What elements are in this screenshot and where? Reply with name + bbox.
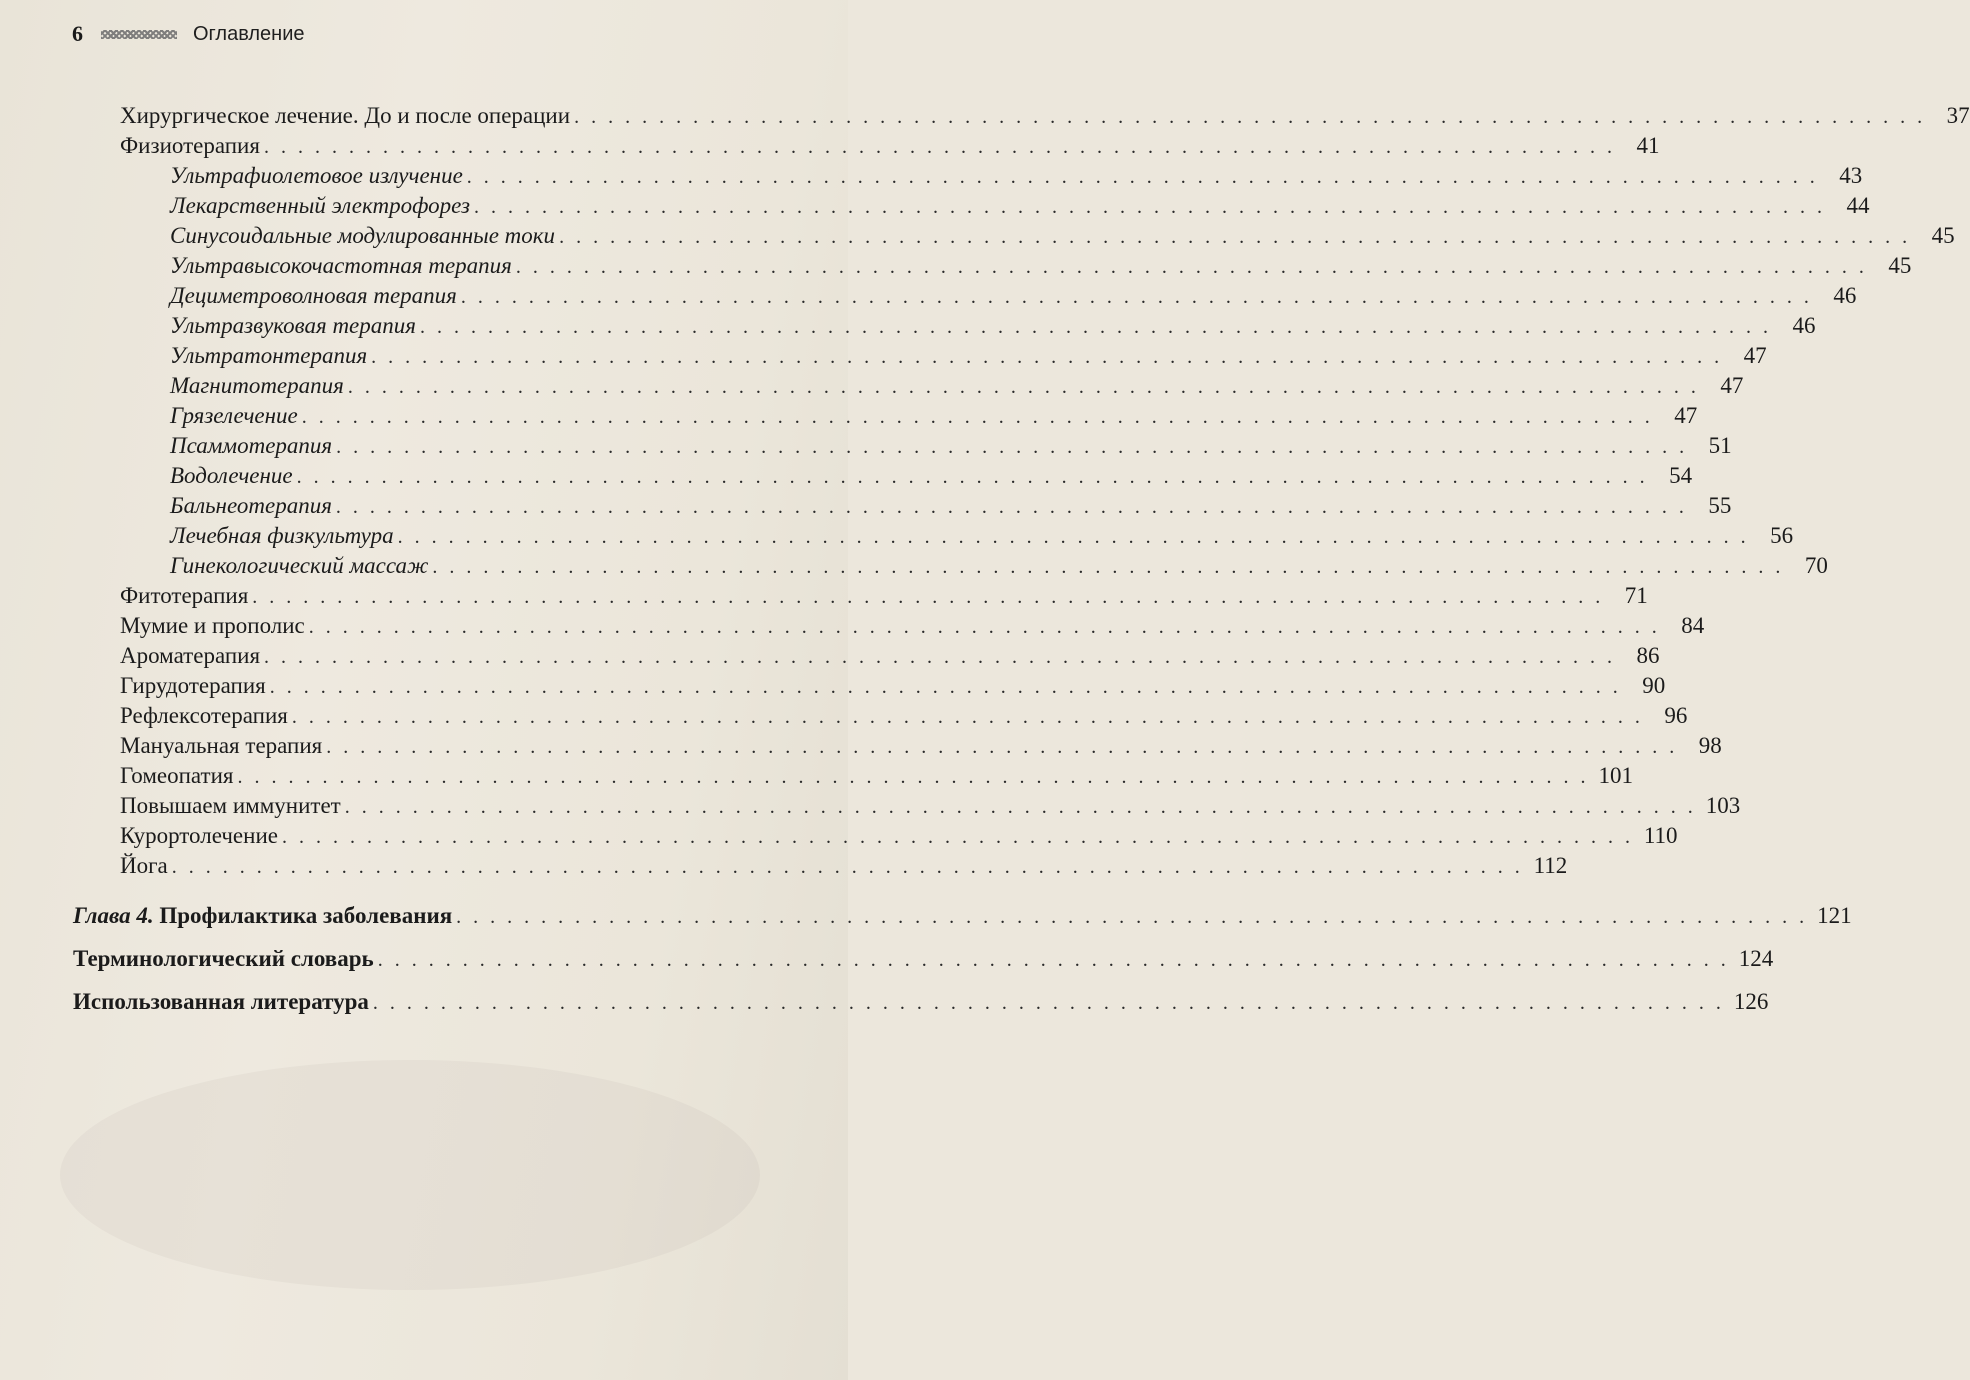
dot-leader: . . . . . . . . . . . . . . . . . . . . . . . . . . . . . . . . . . . . . . . . . . . . . . . . . . . . . . . . . . . . . . . . . . . . . . . . . . . . . . . . xyxy=(460,286,1813,308)
toc-entry-page: 103 xyxy=(1705,793,1741,818)
toc-chapter-title xyxy=(73,901,456,931)
toc-entry xyxy=(170,551,1828,581)
toc-entry xyxy=(170,461,1693,491)
toc-entry-page: 45 xyxy=(1931,223,1955,248)
toc-entry xyxy=(170,221,1955,251)
toc-entry-page: 51 xyxy=(1708,433,1732,458)
dot-leader: . . . . . . . . . . . . . . . . . . . . . . . . . . . . . . . . . . . . . . . . . . . . . . . . . . . . . . . . . . . . . . . . . . . . . . . . . . . . . . . . xyxy=(574,106,1926,128)
chapter-title-text: Использованная литература xyxy=(73,989,369,1014)
toc-entry xyxy=(120,131,1660,161)
dot-leader: . . . . . . . . . . . . . . . . . . . . . . . . . . . . . . . . . . . . . . . . . . . . . . . . . . . . . . . . . . . . . . . . . . . . . . . . . . . . . . . . xyxy=(372,992,1725,1014)
toc-entry xyxy=(170,191,1870,221)
toc-entry-title: Курортолечение xyxy=(120,823,278,848)
dot-leader: . . . . . . . . . . . . . . . . . . . . . . . . . . . . . . . . . . . . . . . . . . . . . . . . . . . . . . . . . . . . . . . . . . . . . . . . . . . . . . . . xyxy=(264,646,1616,668)
dot-leader: . . . . . . . . . . . . . . . . . . . . . . . . . . . . . . . . . . . . . . . . . . . . . . . . . . . . . . . . . . . . . . . . . . . . . . . . . . . . . . . . xyxy=(291,706,1644,728)
toc-entry xyxy=(170,431,1732,461)
toc-entry-page: 41 xyxy=(1636,133,1660,158)
toc-entry xyxy=(120,761,1633,791)
dot-leader: . . . . . . . . . . . . . . . . . . . . . . . . . . . . . . . . . . . . . . . . . . . . . . . . . . . . . . . . . . . . . . . . . . . . . . . . . . . . . . . . xyxy=(281,826,1634,848)
toc-entry xyxy=(120,701,1688,731)
toc-entry-title: Магнитотерапия xyxy=(170,373,344,398)
toc-entry xyxy=(120,731,1722,761)
toc-entry xyxy=(120,791,1741,821)
toc-entry-page: 46 xyxy=(1833,283,1857,308)
toc-entry-title: Ультратонтерапия xyxy=(170,343,368,368)
toc-entry-page: 70 xyxy=(1804,553,1828,578)
toc-entry xyxy=(120,821,1678,851)
toc-entry xyxy=(170,161,1863,191)
toc-entry-title: Гирудотерапия xyxy=(120,673,266,698)
toc-entry-title: Фитотерапия xyxy=(120,583,249,608)
toc-entry xyxy=(170,371,1744,401)
toc-entry xyxy=(120,101,1970,131)
toc-entry xyxy=(120,641,1660,671)
toc-entry-page: 43 xyxy=(1839,163,1863,188)
dot-leader: . . . . . . . . . . . . . . . . . . . . . . . . . . . . . . . . . . . . . . . . . . . . . . . . . . . . . . . . . . . . . . . . . . . . . . . . . . . . . . . . xyxy=(419,316,1772,338)
dot-leader: . . . . . . . . . . . . . . . . . . . . . . . . . . . . . . . . . . . . . . . . . . . . . . . . . . . . . . . . . . . . . . . . . . . . . . . . . . . . . . . . xyxy=(515,256,1868,278)
toc-entry-page: 44 xyxy=(1846,193,1870,218)
chapter-label: Глава 4. xyxy=(73,903,154,928)
toc-entry-title: Йога xyxy=(120,853,168,878)
toc-entry-page: 55 xyxy=(1708,493,1732,518)
toc-entry-title: Бальнеотерапия xyxy=(170,493,332,518)
toc-entry xyxy=(170,281,1857,311)
toc-chapter-title xyxy=(73,987,373,1017)
toc-chapter-page: 121 xyxy=(1817,903,1852,928)
toc-entry-title: Псаммотерапия xyxy=(170,433,333,458)
dot-leader: . . . . . . . . . . . . . . . . . . . . . . . . . . . . . . . . . . . . . . . . . . . . . . . . . . . . . . . . . . . . . . . . . . . . . . . . . . . . . . . . xyxy=(559,226,1911,248)
toc-entry-title: Повышаем иммунитет xyxy=(120,793,341,818)
toc-entry-page: 45 xyxy=(1888,253,1912,278)
toc-entry-title: Водолечение xyxy=(170,463,293,488)
toc-entry xyxy=(120,611,1705,641)
dot-leader: . . . . . . . . . . . . . . . . . . . . . . . . . . . . . . . . . . . . . . . . . . . . . . . . . . . . . . . . . . . . . . . . . . . . . . . . . . . . . . . . xyxy=(377,949,1730,971)
toc-entry-page: 110 xyxy=(1643,823,1678,848)
dot-leader: . . . . . . . . . . . . . . . . . . . . . . . . . . . . . . . . . . . . . . . . . . . . . . . . . . . . . . . . . . . . . . . . . . . . . . . . . . . . . . . . xyxy=(269,676,1622,698)
toc-entry-page: 47 xyxy=(1743,343,1767,368)
toc-entry xyxy=(170,341,1767,371)
toc-entry xyxy=(120,671,1666,701)
dot-leader: . . . . . . . . . . . . . . . . . . . . . . . . . . . . . . . . . . . . . . . . . . . . . . . . . . . . . . . . . . . . . . . . . . . . . . . . . . . . . . . . xyxy=(171,856,1524,878)
dot-leader: . . . . . . . . . . . . . . . . . . . . . . . . . . . . . . . . . . . . . . . . . . . . . . . . . . . . . . . . . . . . . . . . . . . . . . . . . . . . . . . . xyxy=(326,736,1678,758)
toc-entry-title: Мумие и прополис xyxy=(120,613,305,638)
toc-entry-page: 98 xyxy=(1698,733,1722,758)
toc-entry-page: 56 xyxy=(1770,523,1794,548)
toc-entry-title: Ароматерапия xyxy=(120,643,261,668)
dot-leader: . . . . . . . . . . . . . . . . . . . . . . . . . . . . . . . . . . . . . . . . . . . . . . . . . . . . . . . . . . . . . . . . . . . . . . . . . . . . . . . . xyxy=(263,136,1616,158)
toc-chapter-entry xyxy=(73,901,1852,931)
toc-chapter-page: 124 xyxy=(1738,946,1774,971)
toc-entry-page: 47 xyxy=(1674,403,1698,428)
toc-entry-title: Ультрафиолетовое излучение xyxy=(170,163,463,188)
toc-entry-title: Физиотерапия xyxy=(120,133,260,158)
dot-leader: . . . . . . . . . . . . . . . . . . . . . . . . . . . . . . . . . . . . . . . . . . . . . . . . . . . . . . . . . . . . . . . . . . . . . . . . . . . . . . . . xyxy=(371,346,1723,368)
toc-entry-title: Лечебная физкультура xyxy=(170,523,394,548)
dot-leader: . . . . . . . . . . . . . . . . . . . . . . . . . . . . . . . . . . . . . . . . . . . . . . . . . . . . . . . . . . . . . . . . . . . . . . . . . . . . . . . . xyxy=(336,436,1688,458)
dot-leader: . . . . . . . . . . . . . . . . . . . . . . . . . . . . . . . . . . . . . . . . . . . . . . . . . . . . . . . . . . . . . . . . . . . . . . . . . . . . . . . . xyxy=(347,376,1700,398)
dot-leader: . . . . . . . . . . . . . . . . . . . . . . . . . . . . . . . . . . . . . . . . . . . . . . . . . . . . . . . . . . . . . . . . . . . . . . . . . . . . . . . . xyxy=(432,556,1784,578)
toc-entry xyxy=(170,251,1912,281)
toc-chapter-title xyxy=(73,944,378,974)
dot-leader: . . . . . . . . . . . . . . . . . . . . . . . . . . . . . . . . . . . . . . . . . . . . . . . . . . . . . . . . . . . . . . . . . . . . . . . . . . . . . . . . xyxy=(308,616,1661,638)
toc-entry xyxy=(170,401,1698,431)
dot-leader: . . . . . . . . . . . . . . . . . . . . . . . . . . . . . . . . . . . . . . . . . . . . . . . . . . . . . . . . . . . . . . . . . . . . . . . . . . . . . . . . xyxy=(301,406,1654,428)
toc-entry-page: 96 xyxy=(1664,703,1688,728)
toc-entry-title: Мануальная терапия xyxy=(120,733,323,758)
toc-entry-page: 54 xyxy=(1669,463,1693,488)
toc-chapter-page: 126 xyxy=(1733,989,1769,1014)
toc-entry xyxy=(170,521,1794,551)
toc-entry-page: 84 xyxy=(1681,613,1705,638)
chapter-title-text: Терминологический словарь xyxy=(73,946,374,971)
toc-entry xyxy=(120,851,1568,881)
toc-entry-title: Ультравысокочастотная терапия xyxy=(170,253,512,278)
toc-entry xyxy=(170,491,1732,521)
dot-leader: . . . . . . . . . . . . . . . . . . . . . . . . . . . . . . . . . . . . . . . . . . . . . . . . . . . . . . . . . . . . . . . . . . . . . . . . . . . . . . . . xyxy=(466,166,1819,188)
paper-smudge xyxy=(60,1060,760,1290)
toc-entry-page: 101 xyxy=(1598,763,1633,788)
running-header-title: Оглавление xyxy=(193,22,305,45)
toc-entry-title: Рефлексотерапия xyxy=(120,703,288,728)
toc-entry-page: 47 xyxy=(1720,373,1744,398)
toc-entry xyxy=(170,311,1816,341)
dot-leader: . . . . . . . . . . . . . . . . . . . . . . . . . . . . . . . . . . . . . . . . . . . . . . . . . . . . . . . . . . . . . . . . . . . . . . . . . . . . . . . . xyxy=(473,196,1826,218)
toc-entry-title: Лекарственный электрофорез xyxy=(170,193,470,218)
dot-leader: . . . . . . . . . . . . . . . . . . . . . . . . . . . . . . . . . . . . . . . . . . . . . . . . . . . . . . . . . . . . . . . . . . . . . . . . . . . . . . . . xyxy=(456,906,1808,928)
toc-chapter-entry xyxy=(73,944,1774,974)
toc-entry-page: 112 xyxy=(1533,853,1568,878)
toc-entry-title: Гинекологический массаж xyxy=(170,553,429,578)
toc-entry-title: Ультразвуковая терапия xyxy=(170,313,416,338)
page-number: 6 xyxy=(72,21,83,46)
ornament-icon xyxy=(101,30,177,39)
toc-entry-page: 86 xyxy=(1636,643,1660,668)
toc-entry-page: 71 xyxy=(1624,583,1648,608)
toc-entry-title: Дециметроволновая терапия xyxy=(170,283,457,308)
dot-leader: . . . . . . . . . . . . . . . . . . . . . . . . . . . . . . . . . . . . . . . . . . . . . . . . . . . . . . . . . . . . . . . . . . . . . . . . . . . . . . . . xyxy=(237,766,1589,788)
chapter-title-text: Профилактика заболевания xyxy=(159,903,453,928)
toc-entry xyxy=(120,581,1648,611)
toc-entry-page: 37 xyxy=(1946,103,1970,128)
dot-leader: . . . . . . . . . . . . . . . . . . . . . . . . . . . . . . . . . . . . . . . . . . . . . . . . . . . . . . . . . . . . . . . . . . . . . . . . . . . . . . . . xyxy=(296,466,1649,488)
toc-entry-title: Грязелечение xyxy=(170,403,298,428)
toc-entry-title: Синусоидальные модулированные токи xyxy=(170,223,556,248)
toc-chapter-entry xyxy=(73,987,1769,1017)
dot-leader: . . . . . . . . . . . . . . . . . . . . . . . . . . . . . . . . . . . . . . . . . . . . . . . . . . . . . . . . . . . . . . . . . . . . . . . . . . . . . . . . xyxy=(397,526,1750,548)
dot-leader: . . . . . . . . . . . . . . . . . . . . . . . . . . . . . . . . . . . . . . . . . . . . . . . . . . . . . . . . . . . . . . . . . . . . . . . . . . . . . . . . xyxy=(252,586,1604,608)
toc-entry-title: Хирургическое лечение. До и после операции xyxy=(120,103,571,128)
dot-leader: . . . . . . . . . . . . . . . . . . . . . . . . . . . . . . . . . . . . . . . . . . . . . . . . . . . . . . . . . . . . . . . . . . . . . . . . . . . . . . . . xyxy=(344,796,1697,818)
toc-entry-title: Гомеопатия xyxy=(120,763,234,788)
toc-entry-page: 46 xyxy=(1792,313,1816,338)
dot-leader: . . . . . . . . . . . . . . . . . . . . . . . . . . . . . . . . . . . . . . . . . . . . . . . . . . . . . . . . . . . . . . . . . . . . . . . . . . . . . . . . xyxy=(335,496,1688,518)
running-header xyxy=(72,20,305,48)
toc-entry-page: 90 xyxy=(1642,673,1666,698)
